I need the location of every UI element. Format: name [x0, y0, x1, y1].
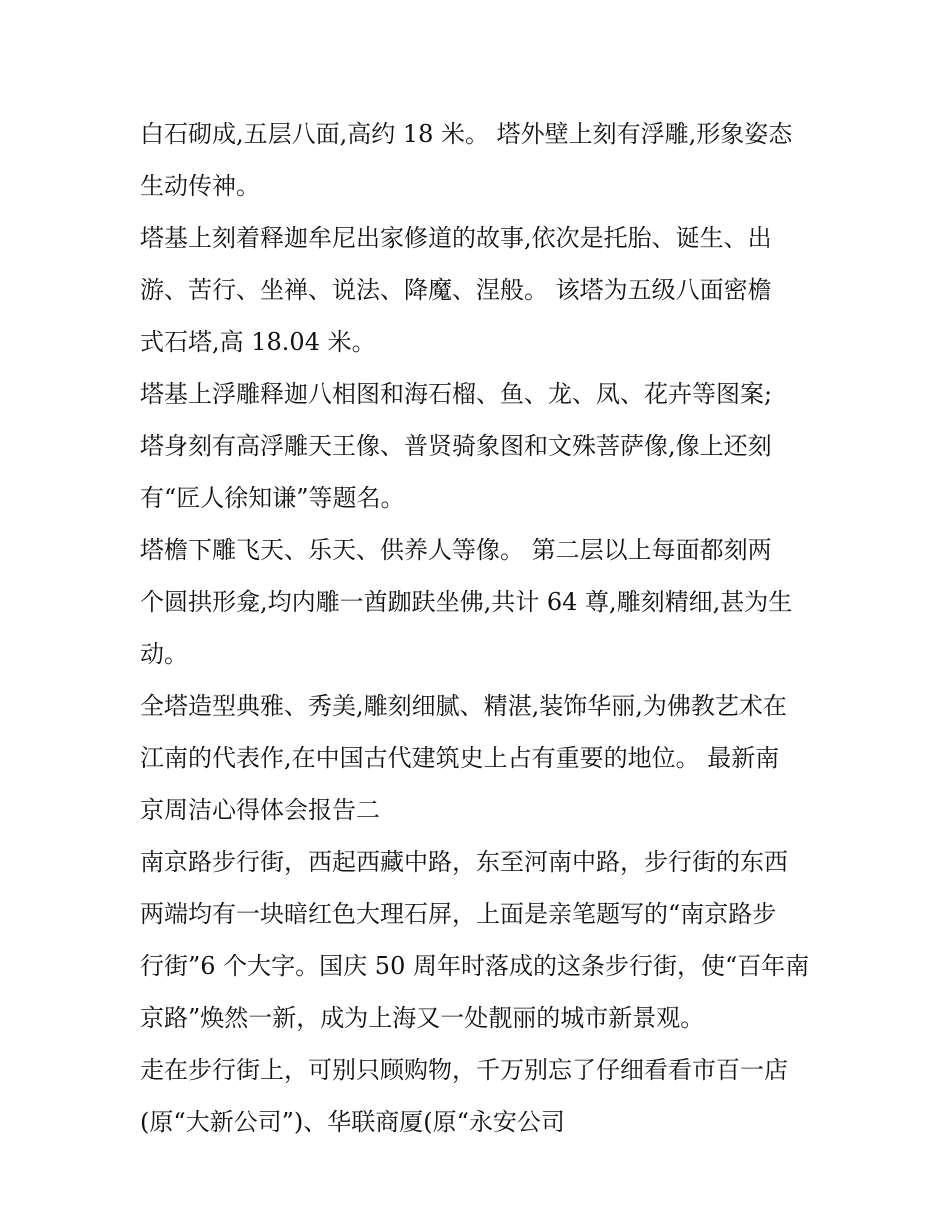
text-line: 走在步行街上，可别只顾购物，千万别忘了仔细看看市百一店	[140, 1056, 788, 1084]
text-line: 塔身刻有高浮雕天王像、普贤骑象图和文殊菩萨像,像上还刻	[140, 432, 772, 460]
text-line: 全塔造型典雅、秀美,雕刻细腻、精湛,装饰华丽,为佛教艺术在	[140, 692, 787, 720]
text-line: 动。	[140, 640, 188, 668]
text-line: 式石塔,高 18.04 米。	[140, 328, 376, 356]
text-line: 塔檐下雕飞天、乐天、供养人等像。 第二层以上每面都刻两	[140, 536, 772, 564]
text-line: 行街”6 个大字。国庆 50 周年时落成的这条步行街，使“百年南	[140, 952, 810, 980]
text-line: 塔基上刻着释迦牟尼出家修道的故事,依次是托胎、诞生、出	[140, 224, 772, 252]
text-line: 游、苦行、坐禅、说法、降魔、涅般。 该塔为五级八面密檐	[140, 276, 772, 304]
text-line: 有“匠人徐知谦”等题名。	[140, 484, 405, 512]
text-line: 京周洁心得体会报告二	[140, 796, 380, 824]
text-line: (原“大新公司”)、华联商厦(原“永安公司	[140, 1108, 565, 1136]
text-line: 塔基上浮雕释迦八相图和海石榴、鱼、龙、凤、花卉等图案;	[140, 380, 773, 408]
text-line: 南京路步行街，西起西藏中路，东至河南中路，步行街的东西	[140, 848, 788, 876]
text-line: 京路”焕然一新，成为上海又一处靓丽的城市新景观。	[140, 1004, 705, 1032]
text-line: 江南的代表作,在中国古代建筑史上占有重要的地位。 最新南	[140, 744, 780, 772]
text-line: 白石砌成,五层八面,高约 18 米。 塔外壁上刻有浮雕,形象姿态	[140, 120, 793, 148]
text-line: 生动传神。	[140, 172, 260, 200]
text-line: 两端均有一块暗红色大理石屏，上面是亲笔题写的“南京路步	[140, 900, 777, 928]
document-body	[140, 108, 820, 1148]
text-line: 个圆拱形龛,均内雕一酋跏趺坐佛,共计 64 尊,雕刻精细,甚为生	[140, 588, 793, 616]
